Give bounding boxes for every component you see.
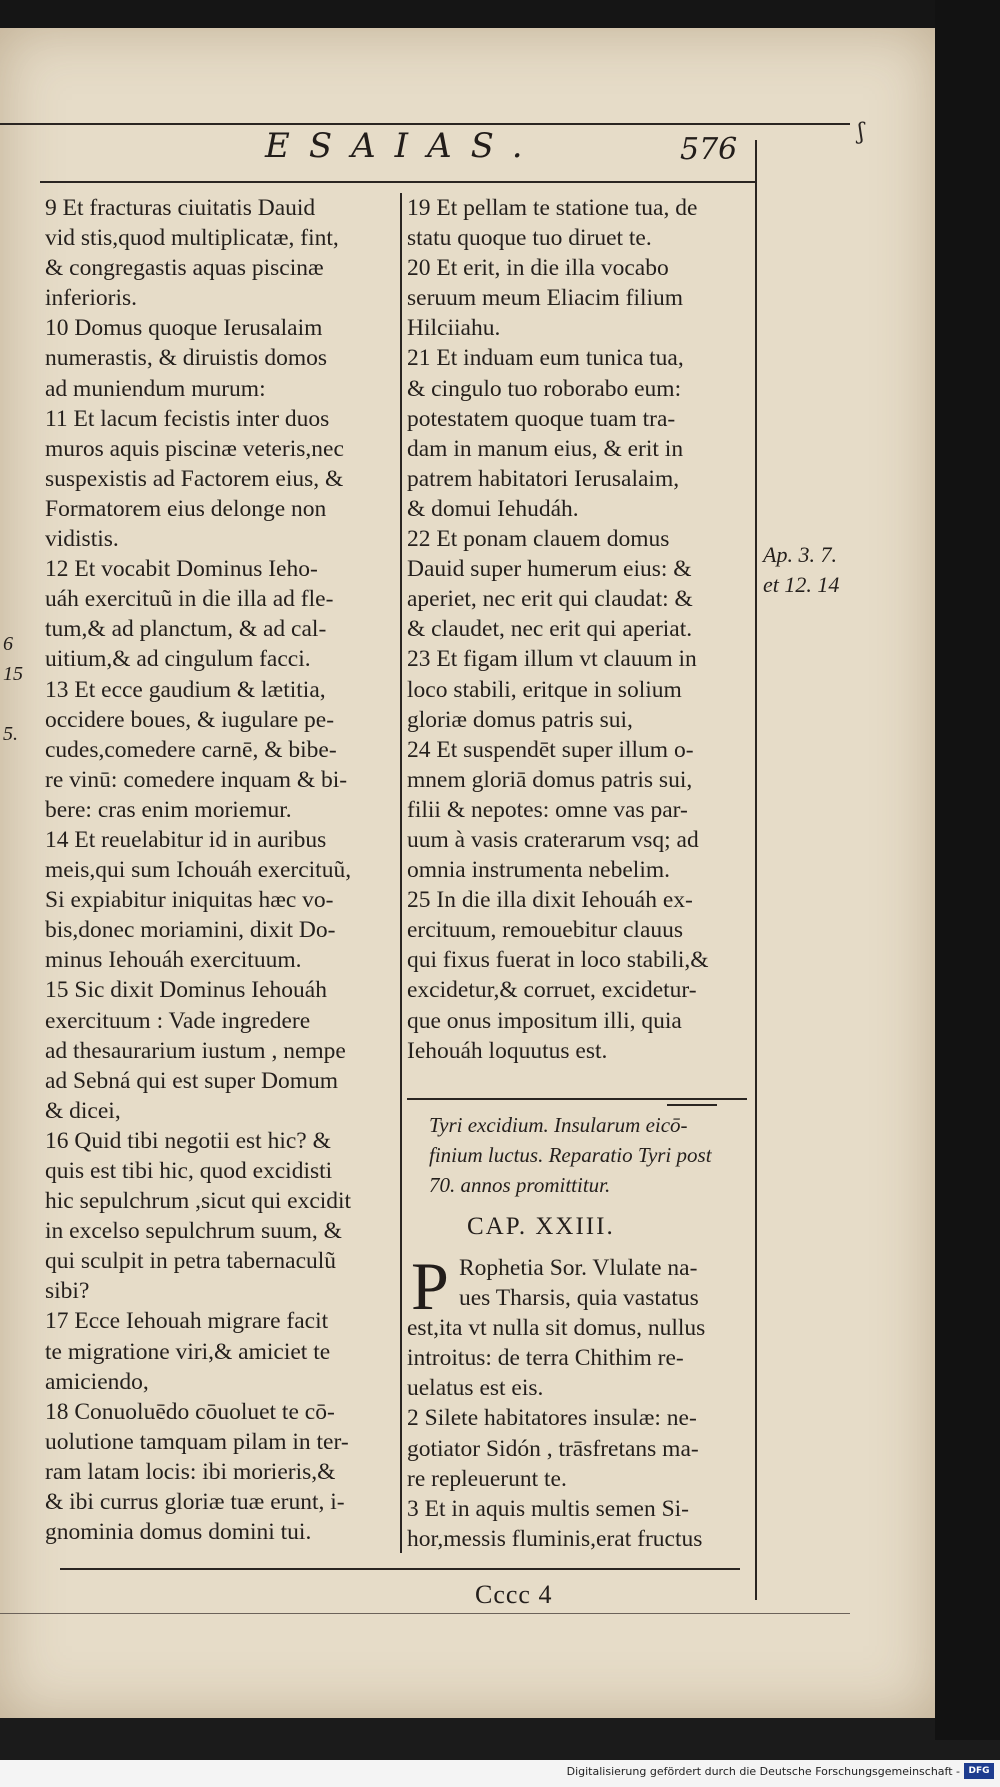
text-line: 22 Et ponam clauem domus (407, 526, 670, 553)
drop-capital: P (411, 1248, 449, 1324)
chapter-heading: CAP. XXIII. (467, 1213, 615, 1240)
chapter-summary (429, 1110, 749, 1200)
corner-mark: ʃ (858, 120, 864, 145)
text-line: 17 Ecce Iehouah migrare facit (45, 1308, 329, 1335)
text-line: numerastis, & diruistis domos (45, 345, 327, 372)
text-line: seruum meum Eliacim filium (407, 285, 684, 312)
text-line: filii & nepotes: omne vas par- (407, 796, 688, 823)
text-line: 18 Conuoluēdo cōuoluet te cō- (45, 1398, 335, 1425)
page-number: 576 (680, 132, 738, 167)
text-line: 9 Et fracturas ciuitatis Dauid (45, 195, 316, 221)
text-line: 24 Et suspendēt super illum o- (407, 736, 694, 763)
footer-rule (0, 1613, 850, 1614)
text-line: in excelso sepulchrum suum, & (45, 1218, 342, 1245)
text-line: gnominia domus domini tui. (45, 1519, 312, 1546)
funding-credit: Digitalisierung gefördert durch die Deutsche Forschungsgemeinschaft - (566, 1765, 960, 1778)
column-divider (400, 193, 402, 1553)
text-line: re repleuerunt te. (407, 1465, 567, 1492)
text-line: bere: cras enim moriemur. (45, 796, 292, 823)
text-line: 13 Et ecce gaudium & lætitia, (45, 676, 326, 703)
text-line: qui fixus fuerat in loco stabili,& (407, 947, 709, 974)
text-line: cudes,comedere carnē, & bibe- (45, 736, 337, 763)
text-line: 21 Et induam eum tunica tua, (407, 345, 684, 372)
text-line: Hilciiahu. (407, 315, 501, 342)
digitization-footer (0, 1760, 1000, 1787)
summary-line: finium luctus. Reparatio Tyri post (429, 1143, 712, 1167)
text-line: 12 Et vocabit Dominus Ieho- (45, 556, 318, 583)
summary-line: 70. annos promittitur. (429, 1173, 611, 1197)
header-rule (40, 181, 755, 183)
text-line: Iehouáh loquutus est. (407, 1037, 608, 1064)
right-column (407, 193, 747, 1066)
text-line: ad muniendum murum: (45, 375, 266, 402)
running-head: ESAIAS. (265, 126, 542, 166)
text-line: meis,qui sum Ichouáh exercituũ, (45, 857, 352, 884)
top-rule (0, 123, 850, 125)
section-rule (407, 1098, 747, 1100)
chapter-text (407, 1248, 747, 1554)
left-margin-mark: 5. (3, 723, 18, 745)
text-line: 16 Quid tibi negotii est hic? & (45, 1127, 331, 1154)
text-line: gloriæ domus patris sui, (407, 706, 633, 733)
text-line: uolutione tamquam pilam in ter- (45, 1428, 349, 1455)
text-line: 14 Et reuelabitur id in auribus (45, 826, 327, 853)
section-rule-short (667, 1104, 717, 1106)
text-line: omnia instrumenta nebelim. (407, 857, 671, 884)
text-line: & congregastis aquas piscinæ (45, 255, 324, 282)
text-line: dam in manum eius, & erit in (407, 435, 684, 462)
margin-divider (755, 140, 757, 1600)
text-line: ram latam locis: ibi morieris,& (45, 1458, 336, 1485)
text-line: 11 Et lacum fecistis inter duos (45, 405, 330, 432)
text-line: tum,& ad planctum, & ad cal- (45, 616, 327, 643)
text-line: 3 Et in aquis multis semen Si- (407, 1495, 689, 1522)
text-line: uáh exercituũ in die illa ad fle- (45, 586, 334, 613)
left-column (45, 193, 390, 1547)
text-line: suspexistis ad Factorem eius, & (45, 465, 344, 492)
text-line: 25 In die illa dixit Iehouáh ex- (407, 887, 693, 914)
text-line: ercituum, remouebitur clauus (407, 917, 684, 944)
text-line: & ibi currus gloriæ tuæ erunt, i- (45, 1489, 345, 1516)
text-line: inferioris. (45, 285, 138, 312)
text-line: bis,donec moriamini, dixit Do- (45, 917, 336, 944)
margin-reference (763, 540, 839, 600)
text-line: uitium,& ad cingulum facci. (45, 646, 311, 673)
summary-line: Tyri excidium. Insularum eicō- (429, 1113, 688, 1137)
text-line: aperiet, nec erit qui claudat: & (407, 586, 693, 613)
text-line: & claudet, nec erit qui aperiat. (407, 616, 693, 643)
text-line: 15 Sic dixit Dominus Iehouáh (45, 977, 327, 1004)
text-line: 20 Et erit, in die illa vocabo (407, 255, 669, 282)
text-line: excidetur,& corruet, excidetur- (407, 977, 697, 1004)
text-line: statu quoque tuo diruet te. (407, 225, 652, 252)
text-line: uum à vasis craterarum vsq; ad (407, 826, 699, 853)
text-line: est,ita vt nulla sit domus, nullus (407, 1315, 706, 1342)
scan-border-top (0, 0, 1000, 28)
signature-mark: Cccc 4 (475, 1580, 553, 1609)
text-line: & cingulo tuo roborabo eum: (407, 375, 682, 402)
bottom-rule (60, 1568, 740, 1570)
text-line: mnem gloriā domus patris sui, (407, 766, 693, 793)
text-line: ad thesaurarium iustum , nempe (45, 1037, 346, 1064)
margin-reference-line: et 12. 14 (763, 572, 840, 597)
scan-border-right (935, 0, 1000, 1740)
text-line: ues Tharsis, quia vastatus (459, 1285, 699, 1312)
margin-reference-line: Ap. 3. 7. (763, 542, 837, 567)
text-line: amiciendo, (45, 1368, 149, 1395)
book-page (0, 28, 935, 1718)
text-line: vid stis,quod multiplicatæ, fint, (45, 225, 339, 252)
text-line: & domui Iehudáh. (407, 495, 579, 522)
text-line: 2 Silete habitatores insulæ: ne- (407, 1405, 697, 1432)
text-line: Dauid super humerum eius: & (407, 556, 692, 583)
dfg-logo: DFG (964, 1763, 994, 1779)
text-line: 10 Domus quoque Ierusalaim (45, 315, 323, 342)
text-line: potestatem quoque tuam tra- (407, 405, 676, 432)
text-line: exercituum : Vade ingredere (45, 1007, 311, 1034)
left-margin-mark: 6 (3, 633, 13, 655)
text-line: muros aquis piscinæ veteris,nec (45, 435, 344, 462)
text-line: Formatorem eius delonge non (45, 495, 327, 522)
left-margin-mark: 15 (3, 663, 23, 685)
text-line: qui sculpit in petra tabernaculũ (45, 1248, 337, 1275)
text-line: hor,messis fluminis,erat fructus (407, 1525, 703, 1552)
text-line: Si expiabitur iniquitas hæc vo- (45, 887, 334, 914)
text-line: quis est tibi hic, quod excidisti (45, 1158, 333, 1184)
text-line: occidere boues, & iugulare pe- (45, 706, 335, 733)
text-line: loco stabili, eritque in solium (407, 676, 682, 703)
text-line: 19 Et pellam te statione tua, de (407, 195, 698, 221)
text-line: uelatus est eis. (407, 1375, 544, 1402)
text-line: ad Sebná qui est super Domum (45, 1067, 339, 1094)
text-line: gotiator Sidón , trāsfretans ma- (407, 1435, 699, 1462)
text-line: & dicei, (45, 1097, 121, 1124)
text-line: vidistis. (45, 526, 119, 553)
text-line: te migratione viri,& amiciet te (45, 1338, 331, 1365)
text-line: hic sepulchrum ,sicut qui excidit (45, 1188, 352, 1215)
text-line: 23 Et figam illum vt clauum in (407, 646, 697, 673)
text-line: sibi? (45, 1278, 90, 1305)
text-line: introitus: de terra Chithim re- (407, 1345, 684, 1372)
text-line: minus Iehouáh exercituum. (45, 947, 302, 974)
text-line: que onus impositum illi, quia (407, 1007, 682, 1034)
text-line: patrem habitatori Ierusalaim, (407, 465, 680, 492)
text-line: Rophetia Sor. Vlulate na- (459, 1255, 698, 1281)
text-line: re vinū: comedere inquam & bi- (45, 766, 348, 793)
